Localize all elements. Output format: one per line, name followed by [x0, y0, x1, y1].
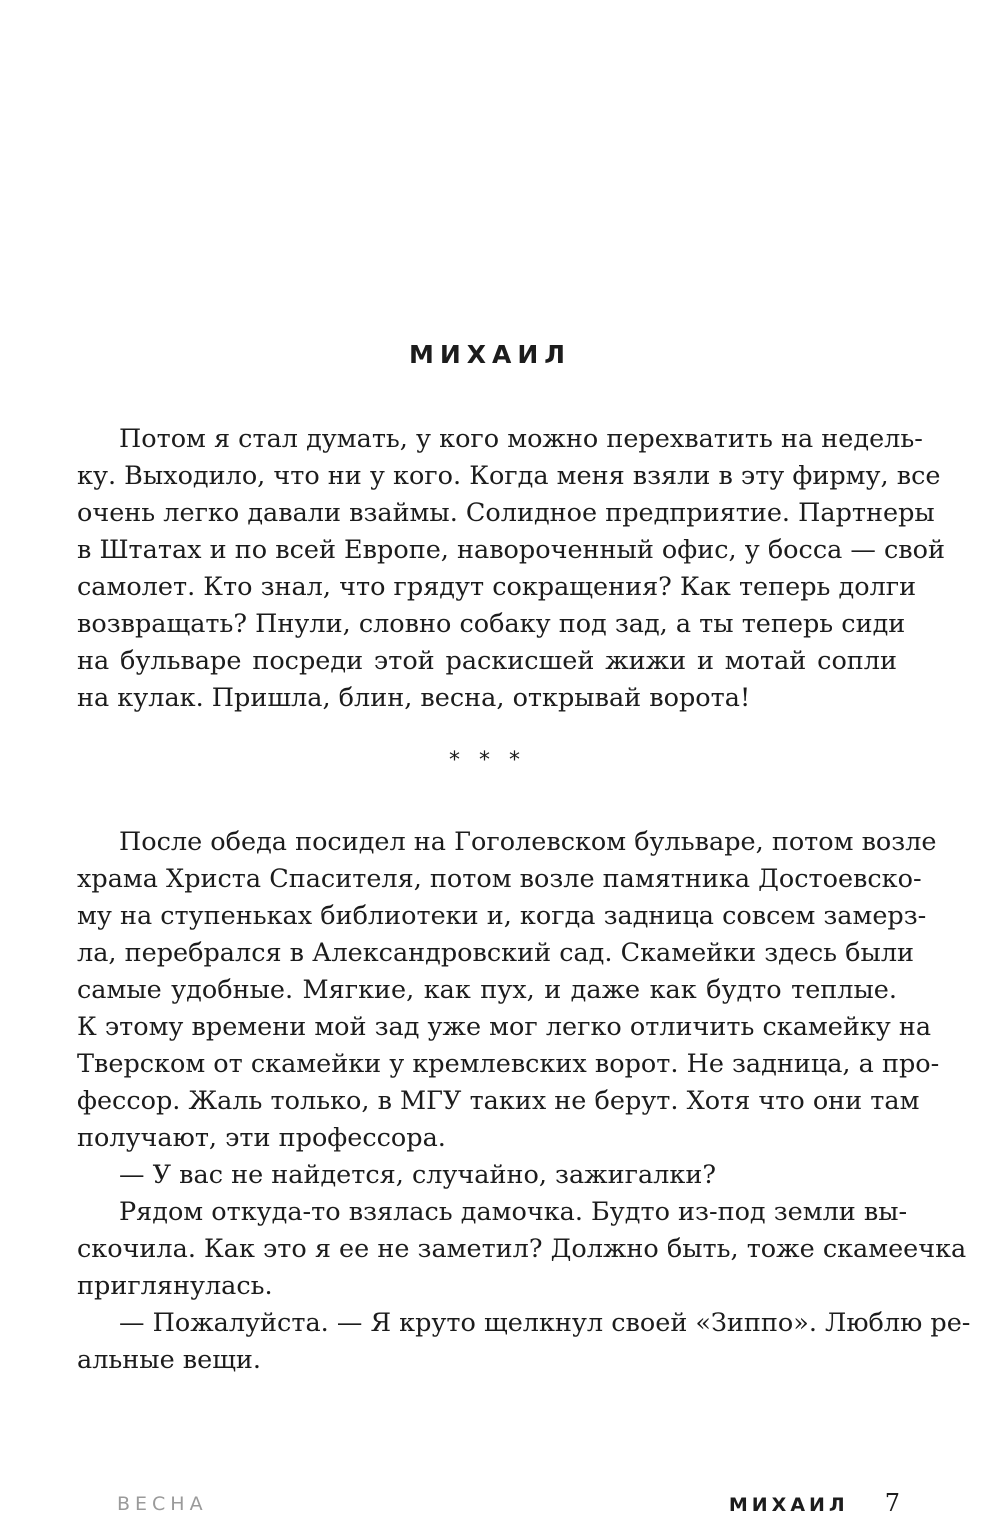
- section-2: [77, 824, 971, 1379]
- text-line: на бульваре посреди этой раскисшей жижи и мотай сопли: [77, 646, 897, 676]
- text-line: му на ступеньках библиотеки и, когда задница совсем замерз-: [77, 901, 927, 931]
- footer-running-head: [729, 1489, 900, 1517]
- text-line: возвращать? Пнули, словно собаку под зад, а ты теперь сиди: [77, 609, 906, 639]
- text-line: ла, перебрался в Александровский сад. Скамейки здесь были: [77, 938, 915, 968]
- dialogue-line: — Пожалуйста. — Я круто щелкнул своей «Зиппо». Люблю ре-: [119, 1308, 971, 1338]
- text-line: скочила. Как это я ее не заметил? Должно быть, тоже скамеечка: [77, 1234, 967, 1264]
- text-line: После обеда посидел на Гоголевском бульваре, потом возле: [119, 827, 937, 857]
- text-line: на кулак. Пришла, блин, весна, открывай ворота!: [77, 683, 751, 713]
- section-separator: * * *: [449, 748, 526, 773]
- chapter-title: МИХАИЛ: [408, 340, 572, 369]
- text-line: очень легко давали взаймы. Солидное предприятие. Партнеры: [77, 498, 935, 528]
- text-line: получают, эти профессора.: [77, 1123, 446, 1153]
- page-number: 7: [884, 1489, 900, 1517]
- text-line: ку. Выходило, что ни у кого. Когда меня взяли в эту фирму, все: [77, 461, 941, 491]
- text-line: приглянулась.: [77, 1271, 273, 1301]
- text-line: Рядом откуда-то взялась дамочка. Будто из-под земли вы-: [119, 1197, 908, 1227]
- text-line: К этому времени мой зад уже мог легко отличить скамейку на: [77, 1012, 932, 1042]
- footer-chapter-title: МИХАИЛ: [728, 1494, 849, 1516]
- text-line: Тверском от скамейки у кремлевских ворот. Не задница, а про-: [77, 1049, 940, 1079]
- text-line: самые удобные. Мягкие, как пух, и даже как будто теплые.: [77, 975, 897, 1005]
- paragraph-1: [77, 421, 945, 717]
- text-line: храма Христа Спасителя, потом возле памятника Достоевско-: [77, 864, 922, 894]
- dialogue-line: — У вас не найдется, случайно, зажигалки?: [119, 1160, 716, 1190]
- text-line: альные вещи.: [77, 1345, 262, 1375]
- text-line: Потом я стал думать, у кого можно перехватить на недель-: [119, 424, 923, 454]
- text-line: в Штатах и по всей Европе, навороченный офис, у босса — свой: [77, 535, 945, 565]
- text-line: фессор. Жаль только, в МГУ таких не берут. Хотя что они там: [77, 1086, 920, 1116]
- footer-book-title: ВЕСНА: [117, 1493, 208, 1515]
- text-line: самолет. Кто знал, что грядут сокращения? Как теперь долги: [77, 572, 917, 602]
